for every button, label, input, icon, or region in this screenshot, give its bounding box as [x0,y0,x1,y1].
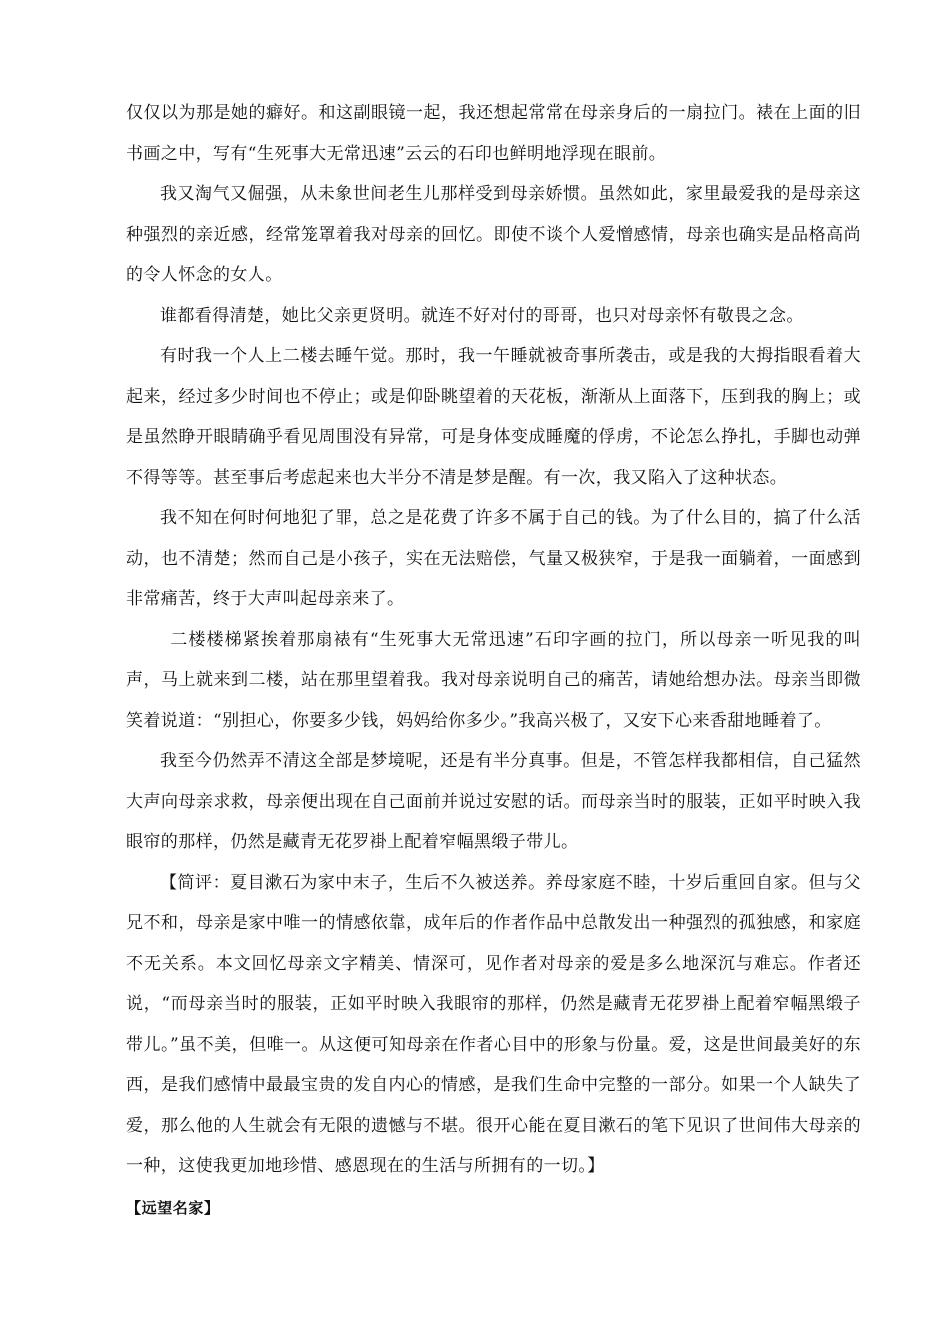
paragraph-3: 谁都看得清楚，她比父亲更贤明。就连不好对付的哥哥，也只对母亲怀有敬畏之念。 [160,305,804,326]
commentary-paragraph: 【简评：夏目漱石为家中末子，生后不久被送养。养母家庭不睦，十岁后重回自家。但与父兄不和，母亲是家中唯一的情感依靠，成年后的作者作品中总散发出一种强烈的孤独感，和家庭不无关系。本文回忆母亲文字精美、情深可，见作者对母亲的爱是多么地深沉与难忘。作者还说，“而母亲当时的服装，正如平时映入我眼帘的那样，仍然是藏青无花罗褂上配着窄幅黑缎子带儿。”虽不美，但唯一。从这便可知母亲在作者心目中的形象与份量。爱，这是世间最美好的东西，是我们感情中最最宝贵的发自内心的情感，是我们生命中完整的一部分。如果一个人缺失了爱，那么他的人生就会有无限的遗憾与不堪。很开心能在夏目漱石的笔下见识了世间伟大母亲的一种，这使我更加地珍惜、感恩现在的生活与所拥有的一切。】 [126,872,861,1176]
paragraph-5: 我不知在何时何地犯了罪，总之是花费了许多不属于自己的钱。为了什么目的，搞了什么活动，也不清楚；然而自己是小孩子，实在无法赔偿，气量又极狭窄，于是我一面躺着，一面感到非常痛苦，终于大声叫起母亲来了。 [126,508,861,609]
paragraph-2: 我又淘气又倔强，从未象世间老生儿那样受到母亲娇惯。虽然如此，家里最爱我的是母亲这种强烈的亲近感，经常笼罩着我对母亲的回忆。即使不谈个人爱憎感情，母亲也确实是品格高尚的令人怀念的女人。 [126,184,861,285]
paragraph-7: 我至今仍然弄不清这全部是梦境呢，还是有半分真事。但是，不管怎样我都相信，自己猛然大声向母亲求救，母亲便出现在自己面前并说过安慰的话。而母亲当时的服装，正如平时映入我眼帘的那样，仍然是藏青无花罗褂上配着窄幅黑缎子带儿。 [126,751,861,852]
paragraph-1: 仅仅以为那是她的癖好。和这副眼镜一起，我还想起常常在母亲身后的一扇拉门。裱在上面的旧书画之中，写有“生死事大无常迅速”云云的石印也鲜明地浮现在眼前。 [126,103,861,164]
document-body [126,93,861,1227]
paragraph-6: 二楼楼梯紧挨着那扇裱有“生死事大无常迅速”石印字画的拉门，所以母亲一听见我的叫声，马上就来到二楼，站在那里望着我。我对母亲说明自己的痛苦，请她给想办法。母亲当即微笑着说道：“别担心，你要多少钱，妈妈给你多少。”我高兴极了，又安下心来香甜地睡着了。 [126,629,861,731]
section-heading: 【远望名家】 [126,1198,220,1217]
paragraph-4: 有时我一个人上二楼去睡午觉。那时，我一午睡就被奇事所袭击，或是我的大拇指眼看着大起来，经过多少时间也不停止；或是仰卧眺望着的天花板，渐渐从上面落下，压到我的胸上；或是虽然睁开眼睛确乎看见周围没有异常，可是身体变成睡魔的俘虏，不论怎么挣扎，手脚也动弹不得等等。甚至事后考虑起来也大半分不清是梦是醒。有一次，我又陷入了这种状态。 [126,346,861,488]
